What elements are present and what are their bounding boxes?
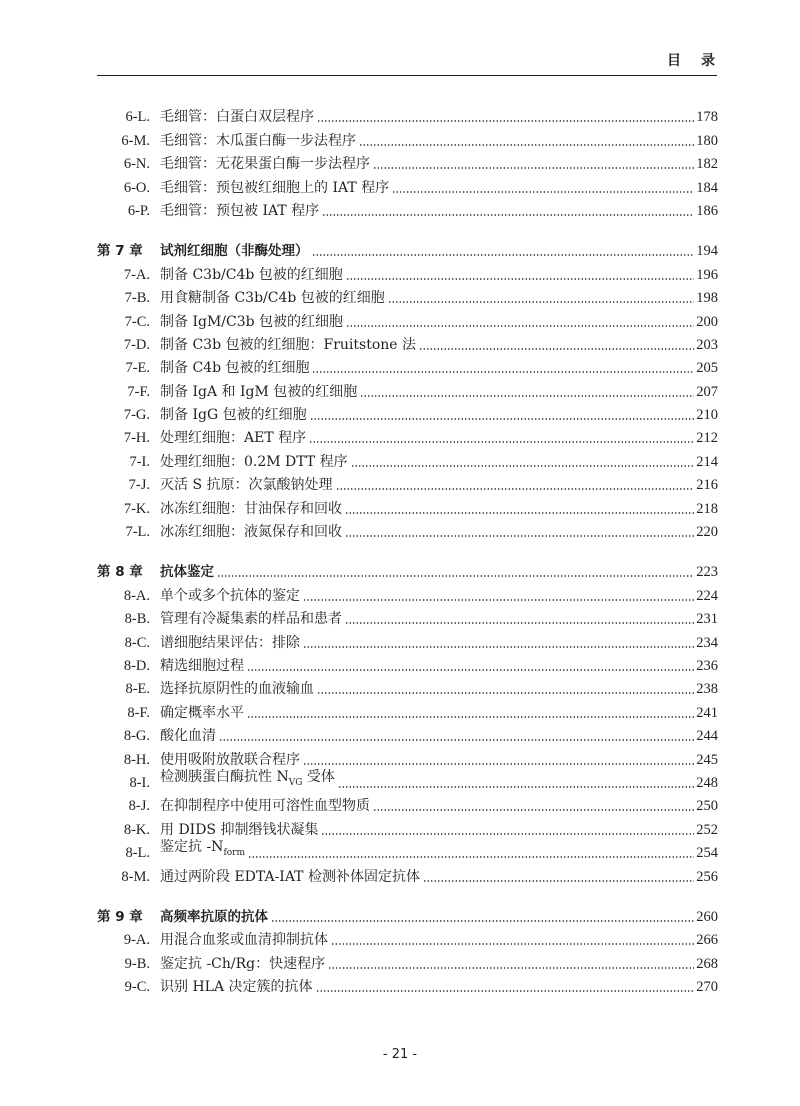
entry-title-text: 用 DIDS 抑制缗钱状凝集 (160, 821, 319, 838)
entry-title-text: 用食糖制备 C3b/C4b 包被的红细胞 (160, 290, 385, 307)
dot-leader (247, 716, 694, 718)
dot-leader (388, 301, 694, 303)
entry-number: 6-M. (121, 132, 150, 149)
entry-title (160, 681, 314, 697)
entry-number: 7-H. (123, 430, 150, 447)
toc-entry-row (97, 838, 718, 861)
page-number-ref: 218 (696, 500, 718, 517)
chapter-number: 第 8 章 (97, 564, 143, 581)
page-number-ref: 250 (696, 798, 718, 815)
entry-number: 9-C. (124, 979, 150, 996)
entry-number: 8-H. (123, 751, 150, 768)
dot-leader (317, 692, 694, 694)
page-number-ref: 200 (696, 313, 718, 330)
toc-entry-row (97, 353, 718, 376)
page-number-ref: 196 (696, 266, 718, 283)
page-number-ref: 254 (696, 845, 718, 862)
toc-entry-row (97, 125, 718, 148)
entry-number: 7-I. (129, 453, 150, 470)
entry-title-text: 识别 HLA 决定簇的抗体 (160, 979, 313, 996)
dot-leader (321, 833, 694, 835)
entry-title-text: 用混合血浆或血清抑制抗体 (160, 932, 328, 949)
dot-leader (331, 943, 694, 945)
toc-entry-row (97, 330, 718, 353)
page-number-ref: 245 (696, 751, 718, 768)
toc-entry-row (97, 948, 718, 971)
entry-title (160, 407, 307, 423)
entry-title-text: 制备 IgA 和 IgM 包被的红细胞 (160, 383, 358, 400)
page-number-ref: 198 (696, 290, 718, 307)
entry-title (160, 979, 313, 995)
dot-leader (346, 278, 694, 280)
entry-title (160, 798, 370, 814)
header-title: 目录 (667, 53, 735, 69)
page-number-ref: 252 (696, 821, 718, 838)
page-number-ref: 248 (696, 774, 718, 791)
entry-number: 7-D. (123, 336, 150, 353)
chapter-title (160, 243, 309, 259)
page-number-ref: 214 (696, 453, 718, 470)
toc-group (97, 102, 718, 219)
entry-title (160, 635, 300, 651)
toc-entry-row (97, 149, 718, 172)
toc-group (97, 557, 718, 884)
entry-title (160, 932, 328, 948)
entry-number: 8-D. (123, 657, 150, 674)
page-number-ref: 270 (696, 979, 718, 996)
dot-leader (423, 880, 694, 882)
entry-title-text: 管理有冷凝集素的样品和患者 (160, 611, 342, 628)
page-number-ref: 241 (696, 704, 718, 721)
toc-entry-row (97, 674, 718, 697)
toc-entry-row (97, 259, 718, 282)
entry-number: 8-K. (123, 821, 150, 838)
entry-title-text: 鉴定抗 -N (160, 839, 224, 856)
entry-title (160, 658, 244, 674)
page-number-ref: 205 (696, 360, 718, 377)
entry-title-text: 毛细管：白蛋白双层程序 (160, 109, 314, 126)
entry-number: 9-B. (124, 955, 150, 972)
dot-leader (419, 348, 694, 350)
entry-title (160, 267, 343, 283)
entry-title (160, 728, 216, 744)
toc-entry-row (97, 376, 718, 399)
toc-entry-row (97, 744, 718, 767)
entry-title (160, 337, 416, 353)
entry-title-text: 毛细管：预包被红细胞上的 IAT 程序 (160, 179, 390, 196)
dot-leader (248, 856, 694, 858)
dot-leader (316, 990, 695, 992)
page-number-ref: 184 (696, 179, 718, 196)
entry-title-text: 高频率抗原的抗体 (160, 908, 268, 925)
dot-leader (303, 763, 694, 765)
entry-title-text: 冰冻红细胞：甘油保存和回收 (160, 500, 342, 517)
entry-title (160, 956, 325, 972)
toc-entry-row (97, 470, 718, 493)
page-number-ref: 224 (696, 587, 718, 604)
entry-title (160, 290, 385, 306)
entry-title (160, 588, 300, 604)
entry-title (160, 430, 306, 446)
entry-title (160, 384, 357, 400)
entry-title-text: 在抑制程序中使用可溶性血型物质 (160, 798, 370, 815)
entry-title-subscript: form (223, 848, 246, 859)
page-number-ref: 182 (696, 156, 718, 173)
page-number-ref: 234 (696, 634, 718, 651)
entry-title-text: 冰冻红细胞：液氮保存和回收 (160, 524, 342, 541)
toc-entry-row (97, 697, 718, 720)
entry-title-text: 单个或多个抗体的鉴定 (160, 587, 300, 604)
entry-title (160, 133, 356, 149)
dot-leader (312, 371, 694, 373)
page-number-ref: 212 (696, 430, 718, 447)
toc-entry-row (97, 517, 718, 540)
entry-number: 8-L. (125, 845, 150, 862)
dot-leader (309, 441, 694, 443)
entry-number: 8-G. (123, 728, 150, 745)
entry-title (160, 611, 342, 627)
dot-leader (217, 575, 694, 577)
entry-title (160, 839, 245, 861)
page-number-ref: 220 (696, 524, 718, 541)
toc-chapter-row (97, 902, 718, 925)
dot-leader (373, 167, 694, 169)
page-number-ref: 260 (696, 908, 718, 925)
entry-title-suffix: 受体 (302, 769, 335, 786)
page-number-ref: 238 (696, 681, 718, 698)
toc-entry-row (97, 446, 718, 469)
entry-number: 6-N. (123, 156, 150, 173)
entry-title-text: 制备 C4b 包被的红细胞 (160, 360, 310, 377)
entry-number: 8-I. (129, 774, 150, 791)
toc-entry-row (97, 791, 718, 814)
entry-title (160, 869, 420, 885)
entry-number: 8-C. (124, 634, 150, 651)
dot-leader (219, 739, 694, 741)
dot-leader (336, 488, 695, 490)
entry-number: 8-E. (125, 681, 150, 698)
entry-title-text: 酸化血清 (160, 728, 216, 745)
toc-entry-row (97, 814, 718, 837)
dot-leader (312, 254, 695, 256)
entry-number: 7-A. (123, 266, 150, 283)
chapter-title (160, 909, 268, 925)
entry-number: 8-J. (128, 798, 150, 815)
chapter-title (160, 564, 214, 580)
toc-entry-row (97, 768, 718, 791)
page-number-ref: 266 (696, 932, 718, 949)
page-number: - 21 - (382, 1047, 418, 1062)
page-number-ref: 203 (696, 336, 718, 353)
page-number-ref: 256 (696, 868, 718, 885)
page-number-ref: 207 (696, 383, 718, 400)
chapter-number: 第 9 章 (97, 908, 143, 925)
page-number-ref: 268 (696, 955, 718, 972)
toc-entry-row (97, 651, 718, 674)
toc-entry-row (97, 604, 718, 627)
entry-title-text: 毛细管：木瓜蛋白酶一步法程序 (160, 132, 356, 149)
toc-chapter-row (97, 236, 718, 259)
entry-title-text: 制备 C3b 包被的红细胞：Fruitstone 法 (160, 336, 416, 353)
dot-leader (328, 967, 694, 969)
dot-leader (345, 512, 694, 514)
page-number-ref: 231 (696, 611, 718, 628)
entry-number: 8-B. (124, 611, 150, 628)
entry-number: 7-F. (127, 383, 150, 400)
dot-leader (373, 809, 694, 811)
toc-entry-row (97, 283, 718, 306)
entry-title (160, 501, 342, 517)
dot-leader (303, 599, 694, 601)
entry-number: 7-J. (128, 477, 150, 494)
entry-title (160, 769, 335, 791)
toc-group (97, 236, 718, 540)
page-number-ref: 194 (696, 243, 718, 260)
dot-leader (346, 325, 694, 327)
entry-title (160, 822, 318, 838)
entry-title-text: 使用吸附放散联合程序 (160, 751, 300, 768)
entry-title (160, 705, 244, 721)
entry-title (160, 180, 389, 196)
dot-leader (247, 669, 694, 671)
toc-entry-row (97, 580, 718, 603)
page-number-ref: 178 (696, 109, 718, 126)
entry-title (160, 477, 333, 493)
entry-title-text: 抗体鉴定 (160, 564, 214, 581)
toc-entry-row (97, 861, 718, 884)
page-number-ref: 210 (696, 407, 718, 424)
dot-leader (392, 191, 694, 193)
entry-title (160, 156, 370, 172)
toc-group (97, 902, 718, 996)
entry-title-text: 通过两阶段 EDTA-IAT 检测补体固定抗体 (160, 868, 420, 885)
entry-title (160, 524, 342, 540)
entry-title (160, 360, 309, 376)
toc-entry-row (97, 925, 718, 948)
dot-leader (359, 144, 694, 146)
page-header (97, 50, 735, 76)
entry-number: 6-L. (125, 109, 150, 126)
entry-title-text: 处理红细胞：AET 程序 (160, 430, 307, 447)
toc-entry-row (97, 627, 718, 650)
dot-leader (322, 214, 694, 216)
entry-number: 8-F. (127, 704, 150, 721)
toc-entry-row (97, 972, 718, 995)
entry-title-text: 确定概率水平 (160, 704, 244, 721)
dot-leader (317, 120, 694, 122)
toc-entry-row (97, 102, 718, 125)
entry-number: 7-K. (123, 500, 150, 517)
entry-title-text: 试剂红细胞（非酶处理） (160, 243, 309, 260)
entry-title-text: 检测胰蛋白酶抗性 N (160, 769, 289, 786)
page-number-ref: 216 (696, 477, 718, 494)
entry-number: 6-O. (123, 179, 150, 196)
page-number-ref: 236 (696, 657, 718, 674)
chapter-number: 第 7 章 (97, 243, 143, 260)
entry-number: 8-M. (121, 868, 150, 885)
page-number-ref: 186 (696, 202, 718, 219)
entry-title (160, 203, 319, 219)
entry-number: 7-B. (124, 290, 150, 307)
entry-number: 8-A. (123, 587, 150, 604)
entry-title (160, 314, 343, 330)
toc-entry-row (97, 172, 718, 195)
page-number-ref: 223 (696, 564, 718, 581)
toc-entry-row (97, 306, 718, 329)
entry-title-text: 鉴定抗 -Ch/Rg：快速程序 (160, 955, 326, 972)
entry-title-text: 灭活 S 抗原：次氯酸钠处理 (160, 477, 333, 494)
dot-leader (271, 920, 694, 922)
entry-number: 7-C. (124, 313, 150, 330)
dot-leader (338, 786, 694, 788)
entry-title-text: 处理红细胞：0.2M DTT 程序 (160, 453, 348, 470)
entry-number: 6-P. (127, 202, 150, 219)
entry-title-text: 选择抗原阴性的血液输血 (160, 681, 314, 698)
entry-title-text: 制备 IgG 包被的红细胞 (160, 407, 307, 424)
entry-title-text: 精选细胞过程 (160, 657, 244, 674)
toc-entry-row (97, 493, 718, 516)
entry-title-text: 制备 C3b/C4b 包被的红细胞 (160, 266, 343, 283)
entry-title (160, 752, 300, 768)
dot-leader (310, 418, 695, 420)
toc-entry-row (97, 721, 718, 744)
header-rule (97, 75, 717, 76)
entry-number: 9-A. (123, 932, 150, 949)
dot-leader (303, 646, 694, 648)
table-of-contents (97, 102, 718, 995)
entry-number: 7-G. (123, 407, 150, 424)
entry-number: 7-L. (125, 524, 150, 541)
dot-leader (360, 395, 694, 397)
dot-leader (351, 465, 695, 467)
toc-entry-row (97, 196, 718, 219)
entry-title (160, 454, 348, 470)
dot-leader (345, 535, 694, 537)
entry-title-subscript: VG (288, 777, 303, 788)
toc-chapter-row (97, 557, 718, 580)
entry-number: 7-E. (125, 360, 150, 377)
toc-entry-row (97, 400, 718, 423)
entry-title-text: 谱细胞结果评估：排除 (160, 634, 300, 651)
entry-title-text: 制备 IgM/C3b 包被的红细胞 (160, 313, 344, 330)
toc-entry-row (97, 423, 718, 446)
entry-title (160, 109, 314, 125)
dot-leader (345, 622, 694, 624)
entry-title-text: 毛细管：预包被 IAT 程序 (160, 202, 320, 219)
page-number-ref: 244 (696, 728, 718, 745)
page-number-ref: 180 (696, 132, 718, 149)
entry-title-text: 毛细管：无花果蛋白酶一步法程序 (160, 156, 370, 173)
